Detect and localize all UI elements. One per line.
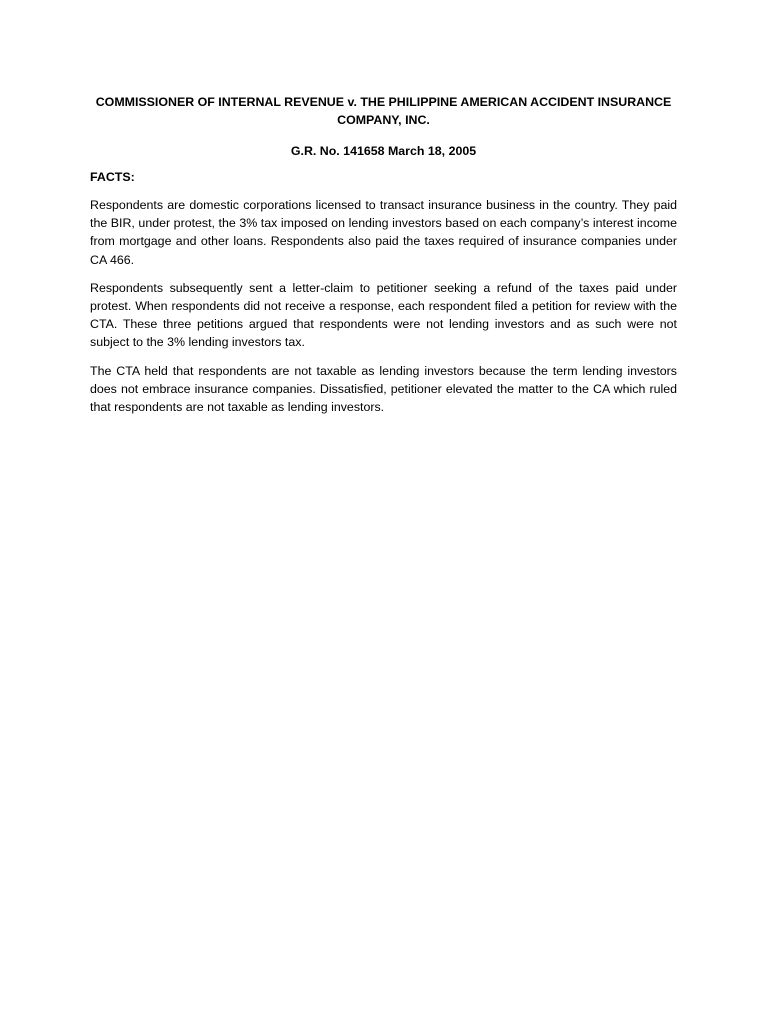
facts-heading: FACTS: [90, 170, 135, 184]
facts-paragraph-3: The CTA held that respondents are not taxable as lending investors because the term lending investors does not embrace insurance companies. Dissatisfied, petitioner elevated the matter to the CA which ruled that respondents are not taxable as lending investors. [90, 363, 677, 415]
document-page [90, 93, 677, 416]
facts-paragraph-2: Respondents subsequently sent a letter-claim to petitioner seeking a refund of the taxes paid under protest. When respondents did not receive a response, each respondent filed a petition for review with the CTA. These three petitions argued that respondents were not lending investors and as such were not subject to the 3% lending investors tax. [90, 280, 677, 350]
case-title: COMMISSIONER OF INTERNAL REVENUE v. THE PHILIPPINE AMERICAN ACCIDENT INSURANCE COMPANY, INC. [95, 95, 672, 127]
facts-paragraph-1: Respondents are domestic corporations licensed to transact insurance business in the country. They paid the BIR, under protest, the 3% tax imposed on lending investors based on each company’s interest income from mortgage and other loans. Respondents also paid the taxes required of insurance companies under CA 466. [90, 198, 677, 267]
case-number: G.R. No. 141658 March 18, 2005 [290, 144, 477, 158]
